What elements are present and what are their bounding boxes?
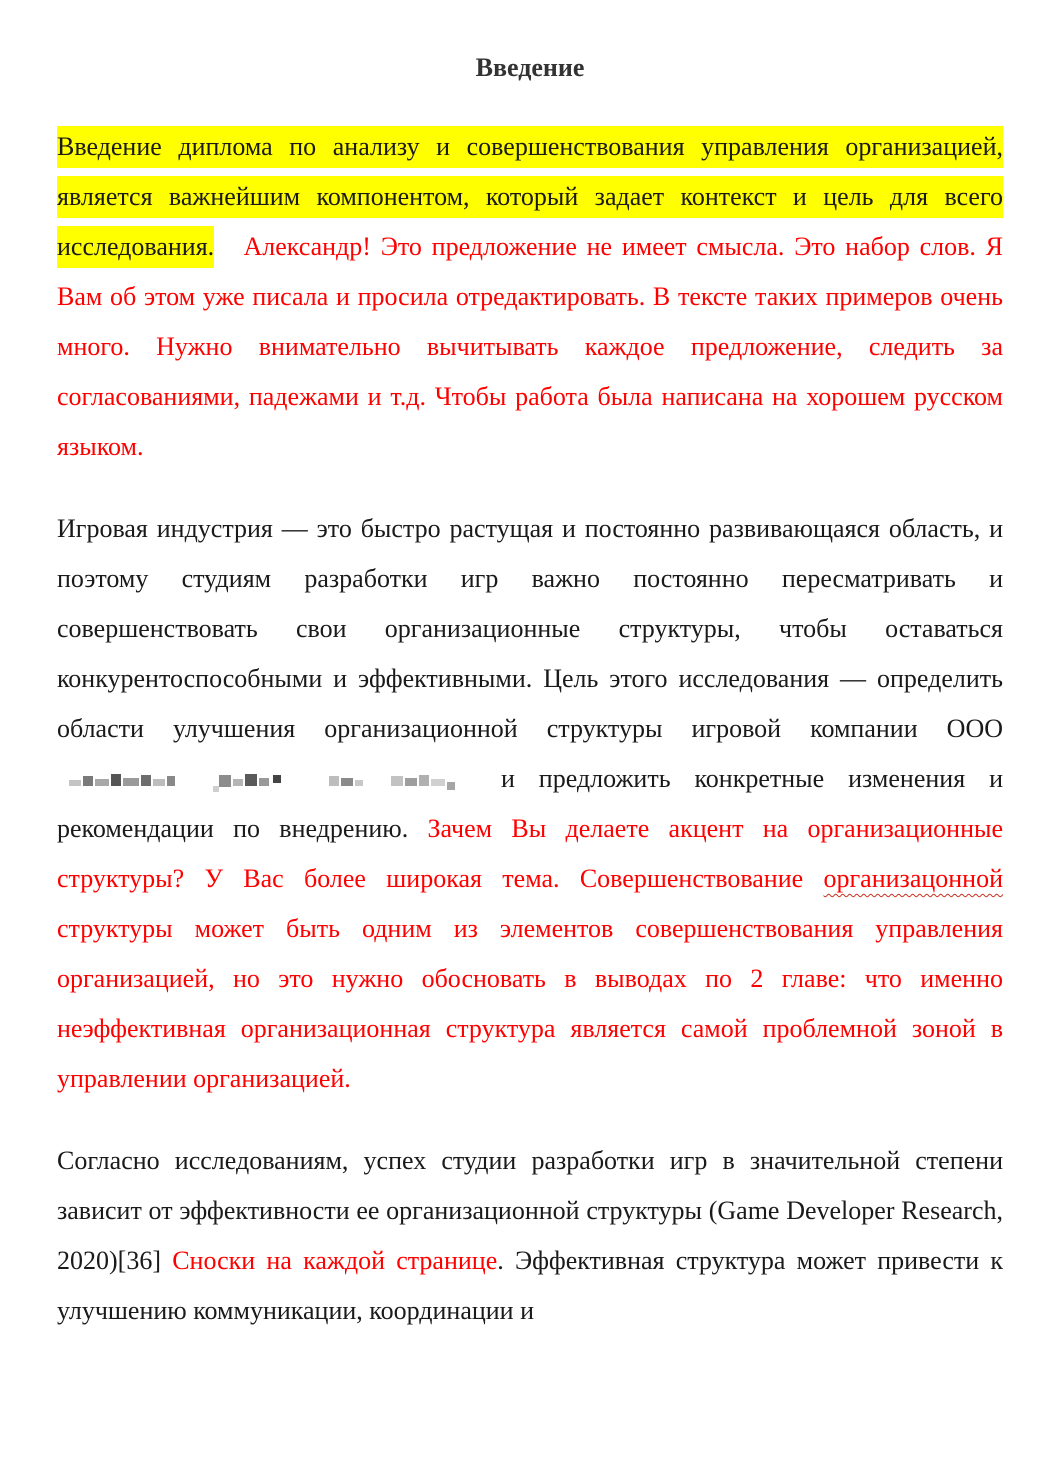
document-page [57,0,1003,1336]
paragraph-research [57,1136,1003,1336]
reviewer-comment: Сноски на каждой странице [172,1246,498,1275]
spellcheck-misspelled-word[interactable]: организацонной [823,864,1004,893]
paragraph-industry [57,504,1003,1104]
paragraph-intro [57,122,1003,472]
paragraph-text: и предложить конкретные изменения и рекомендации по внедрению. [57,764,1004,843]
reviewer-comment: Зачем Вы делаете акцент на организационные структуры? У Вас более широкая тема. Совершенствование организацонной структуры может быть одним из элементов совершенствования управления организацией, но это нужно обосновать в выводах по 2 главе: что именно неэффективная организационная структура является самой проблемной зоной в управлении организацией. [57,814,1004,1093]
paragraph-text: Согласно исследованиям, успех студии разработки игр в значительной степени зависит от эффективности ее организационной структуры (Game Developer Research, 2020)[36] [57,1146,1003,1275]
page-title: Введение [475,53,585,82]
paragraph-text: . Эффективная структура может привести к улучшению коммуникации, координации и [57,1246,1004,1325]
reviewer-comment: Александр! Это предложение не имеет смысла. Это набор слов. Я Вам об этом уже писала и просила отредактировать. В тексте таких примеров очень много. Нужно внимательно вычитывать каждое предложение, следить за согласованиями, падежами и т.д. Чтобы работа была написана на хорошем русском языком. [57,232,1004,461]
paragraph-text: Игровая индустрия — это быстро растущая и постоянно развивающаяся область, и поэтому студиям разработки игр важно постоянно пересматривать и совершенствовать свои организационные структуры, чтобы оставаться конкурентоспособными и эффективными. Цель этого исследования — определить области улучшения организационной структуры игровой компании ООО [57,514,1003,743]
redacted-company-name [61,770,473,792]
highlighted-sentence: Введение диплома по анализу и совершенствования управления организацией, является важнейшим компонентом, который задает контекст и цель для всего исследования. [57,126,1003,268]
